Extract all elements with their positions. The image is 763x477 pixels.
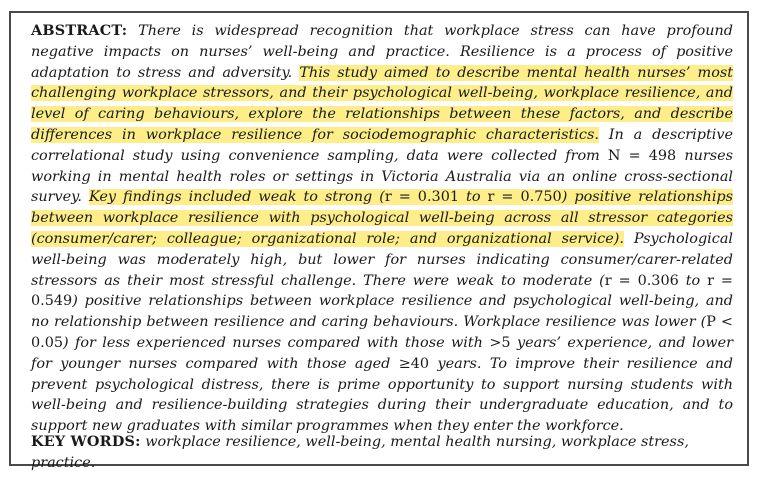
p-value: P < 0.05 <box>31 314 733 351</box>
highlight-key-findings <box>31 189 733 247</box>
key-findings-to: to <box>466 189 481 206</box>
key-findings-intro: Key findings included weak to strong ( <box>89 189 385 206</box>
keywords-text: workplace resilience, well-being, mental health nursing, workplace stress, practice. <box>31 434 689 471</box>
abstract-results-cont: ) positive relationships between workplace resilience and psychological well-being, and no relationship between resilience and caring behaviours. Workplace resilience was lower ( <box>31 293 733 331</box>
key-findings-text: ) positive relationships between workplace resilience with psychological well-being across all stressor categories (consumer/carer; colleague; organizational role; and organizational service). <box>31 189 734 247</box>
highlight-study-aim: This study aimed to describe mental health nurses’ most challenging workplace stressors, and their psychological well-being, workplace resilience, and level of caring behaviours, explore the relationships between these factors, and describe differences in workplace resilience for sociodemographic characteristics. <box>31 64 734 143</box>
abstract-age: years’ experience, and lower for younger nurses compared with those aged <box>31 334 733 372</box>
abstract-label: ABSTRACT: <box>31 22 128 39</box>
age-threshold: ≥40 <box>398 355 430 372</box>
abstract-paragraph <box>31 21 733 437</box>
abstract-results: Psychological well-being was moderately high, but lower for nurses indicating consumer/carer-related stressors as their most stressful challenge. There were weak to moderate ( <box>31 230 734 289</box>
sample-size: N = 498 <box>607 147 677 164</box>
r-value-moderate-high: r = 0.549 <box>31 272 733 310</box>
r-value-high: r = 0.750 <box>487 189 562 206</box>
results-to: to <box>685 272 701 289</box>
abstract-conclusion: years. To improve their resilience and prevent psychological distress, there is prime opportunity to support nursing students with well-being and resilience-building strategies during their undergraduate education, and to support new graduates with similar programmes when they enter the workforce. <box>31 355 734 435</box>
r-value-moderate-low: r = 0.306 <box>604 272 679 289</box>
keywords-line <box>31 432 733 474</box>
abstract-experience: ) for less experienced nurses compared with those with <box>63 334 483 351</box>
abstract-intro: There is widespread recognition that workplace stress can have profound negative impacts on nurses’ well-being and practice. Resilience is a process of positive adaptation to stress and adversity. <box>31 23 733 81</box>
keywords-label: KEY WORDS: <box>31 433 141 450</box>
abstract-methods-cont: nurses working in mental health roles or settings in Victoria Australia via an online cross-sectional survey. <box>31 147 734 206</box>
abstract-methods: In a descriptive correlational study using convenience sampling, data were collected from <box>31 126 733 164</box>
experience-threshold: >5 <box>489 334 511 351</box>
abstract-box <box>9 11 749 471</box>
r-value-low: r = 0.301 <box>384 189 460 206</box>
